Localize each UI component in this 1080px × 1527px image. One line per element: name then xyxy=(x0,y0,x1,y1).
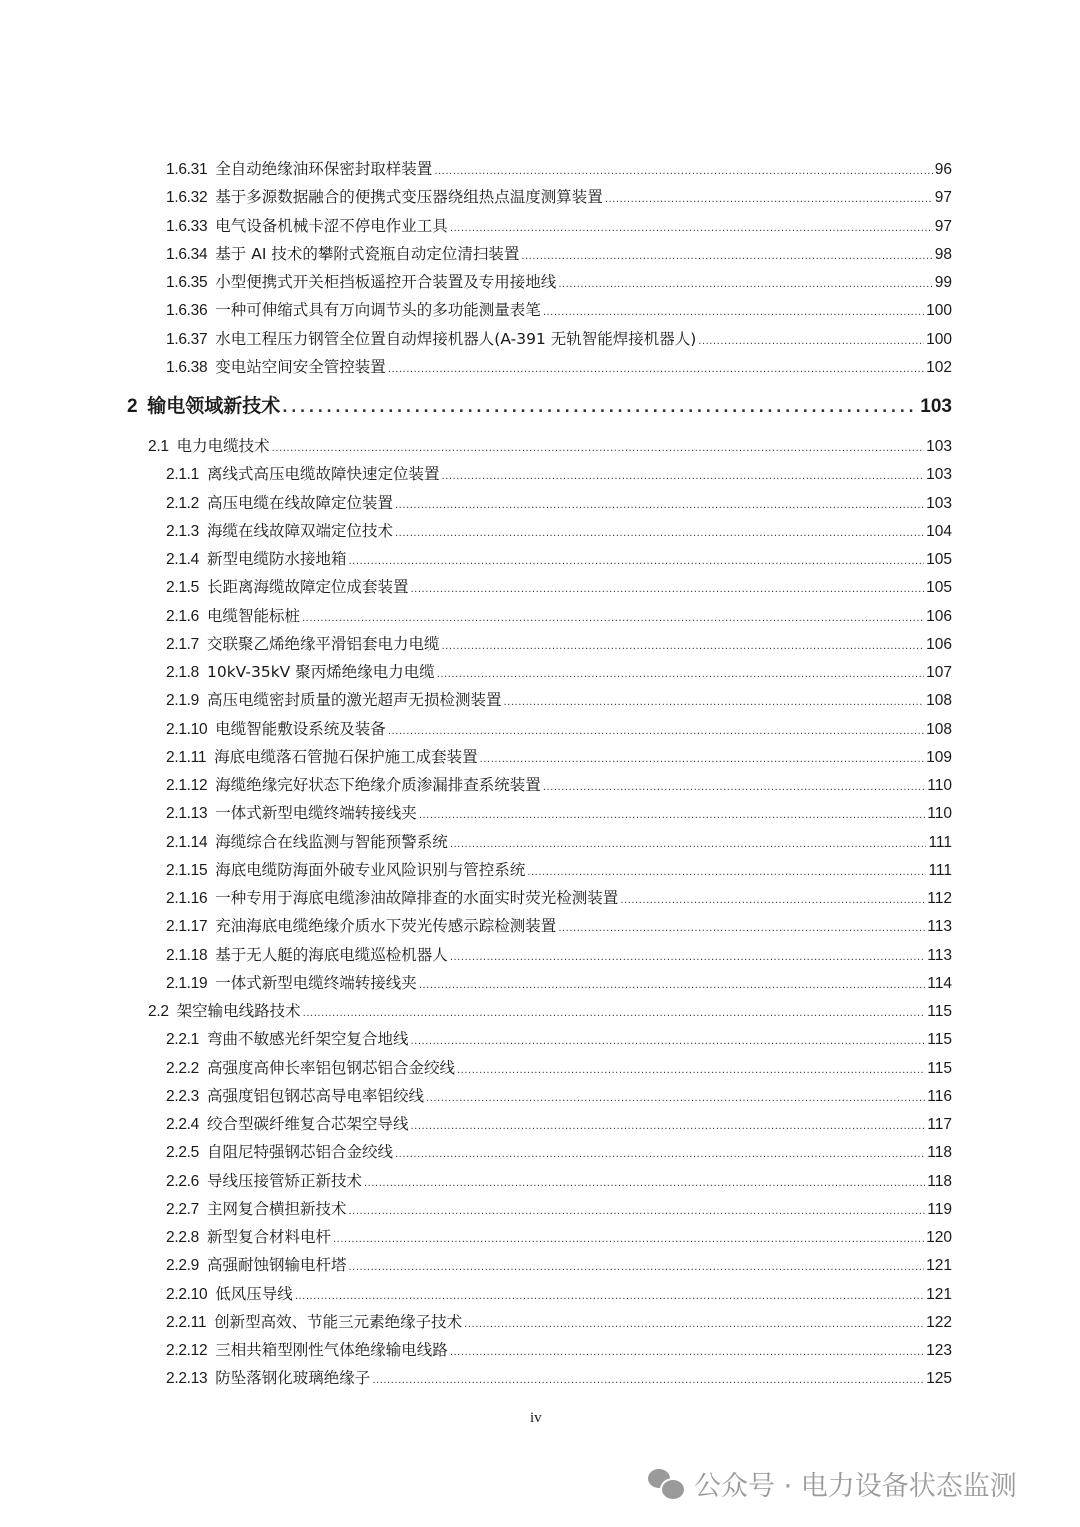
toc-entry-page: 121 xyxy=(926,1285,952,1303)
toc-leader-dots xyxy=(349,551,925,573)
toc-entry[interactable] xyxy=(166,186,952,208)
toc-entry-title: 海缆绝缘完好状态下绝缘介质渗漏排查系统装置 xyxy=(215,776,541,794)
toc-entry-title: 基于无人艇的海底电缆巡检机器人 xyxy=(215,945,448,964)
toc-entry[interactable] xyxy=(166,243,952,265)
toc-leader-dots xyxy=(333,1229,924,1251)
toc-leader-dots xyxy=(605,189,933,211)
toc-entry-number: 2.2.1 xyxy=(166,1031,199,1049)
toc-entry-page: 122 xyxy=(926,1313,952,1331)
toc-entry-title: 充油海底电缆绝缘介质水下荧光传感示踪检测装置 xyxy=(215,917,557,936)
toc-entry-page: 105 xyxy=(926,579,952,597)
toc-entry-title: 输电领域新技术 xyxy=(147,395,281,417)
toc-entry-title: 主网复合横担新技术 xyxy=(206,1199,347,1218)
toc-entry-title: 10kV-35kV 聚丙烯绝缘电力电缆 xyxy=(206,663,435,681)
toc-entry-page: 121 xyxy=(926,1257,952,1275)
toc-leader-dots xyxy=(349,1257,925,1279)
toc-leader-dots xyxy=(395,1144,925,1166)
toc-entry[interactable] xyxy=(166,831,952,853)
toc-entry[interactable] xyxy=(166,1198,952,1220)
toc-entry-page: 103 xyxy=(920,396,952,417)
toc-leader-dots xyxy=(434,161,932,183)
toc-entry-title: 全自动绝缘油环保密封取样装置 xyxy=(215,160,433,178)
toc-entry-number: 2.2.9 xyxy=(166,1257,199,1275)
toc-entry-number: 2.1.1 xyxy=(166,466,199,484)
toc-entry-title: 低风压导线 xyxy=(215,1284,293,1303)
toc-leader-dots xyxy=(295,1286,924,1308)
toc-entry-title: 基于 AI 技术的攀附式瓷瓶自动定位清扫装置 xyxy=(215,244,520,263)
toc-entry-number: 1.6.36 xyxy=(166,302,208,320)
toc-leader-dots xyxy=(543,302,924,324)
toc-entry-number: 2.2.3 xyxy=(166,1087,199,1105)
toc-leader-dots xyxy=(480,749,924,771)
toc-entry-number: 2.1.4 xyxy=(166,551,199,568)
toc-entry-number: 2.1.6 xyxy=(166,607,199,625)
toc-entry-page: 123 xyxy=(926,1342,952,1359)
toc-entry[interactable] xyxy=(166,915,952,937)
toc-entry-page: 117 xyxy=(927,1116,952,1133)
toc-entry-number: 2.2.8 xyxy=(166,1229,199,1246)
toc-entry[interactable] xyxy=(166,356,952,378)
toc-entry-title: 电力电缆技术 xyxy=(176,437,270,455)
toc-entry-title: 高压电缆密封质量的激光超声无损检测装置 xyxy=(206,691,502,710)
toc-leader-dots xyxy=(450,947,925,969)
toc-entry-title: 绞合型碳纤维复合芯架空导线 xyxy=(206,1115,409,1133)
toc-entry-page: 98 xyxy=(934,245,952,263)
toc-leader-dots xyxy=(558,918,925,940)
toc-leader-dots xyxy=(388,359,924,381)
toc-entry-number: 2.1.17 xyxy=(166,918,208,936)
toc-entry-title: 海缆在线故障双端定位技术 xyxy=(206,521,393,540)
toc-entry[interactable] xyxy=(166,972,952,994)
toc-entry-number: 2.1.18 xyxy=(166,946,208,964)
toc-entry-page: 115 xyxy=(927,1059,952,1077)
toc-entry-number: 1.6.37 xyxy=(166,330,208,348)
toc-entry-number: 1.6.33 xyxy=(166,217,208,235)
toc-entry-number: 2.2.13 xyxy=(166,1370,208,1388)
toc-entry-title: 创新型高效、节能三元素绝缘子技术 xyxy=(214,1312,463,1331)
toc-entry[interactable] xyxy=(166,1028,952,1050)
toc-entry[interactable] xyxy=(148,1000,952,1022)
toc-leader-dots xyxy=(411,1116,926,1138)
toc-leader-dots xyxy=(411,1031,926,1053)
toc-entry[interactable] xyxy=(166,299,952,321)
toc-entry-number: 2.2 xyxy=(148,1003,169,1020)
toc-entry-title: 海缆综合在线监测与智能预警系统 xyxy=(215,832,448,851)
toc-leader-dots xyxy=(395,495,924,517)
toc-leader-dots xyxy=(450,1342,924,1364)
toc-entry-number: 2.1.10 xyxy=(166,720,208,738)
toc-entry-page: 113 xyxy=(927,946,952,964)
toc-entry-page: 108 xyxy=(926,692,952,710)
toc-entry-page: 102 xyxy=(926,358,952,376)
toc-entry-title: 基于多源数据融合的便携式变压器绕组热点温度测算装置 xyxy=(215,188,603,207)
toc-entry-title: 一种专用于海底电缆渗油故障排查的水面实时荧光检测装置 xyxy=(215,889,619,907)
toc-entry-number: 2.1.8 xyxy=(166,664,199,681)
toc-entry[interactable] xyxy=(166,1254,952,1276)
toc-entry-title: 一体式新型电缆终端转接线夹 xyxy=(215,973,417,992)
toc-leader-dots xyxy=(698,331,924,353)
toc-entry[interactable] xyxy=(166,944,952,966)
toc-entry-title: 海底电缆防海面外破专业风险识别与管控系统 xyxy=(215,860,526,879)
toc-entry-page: 125 xyxy=(926,1370,952,1388)
toc-entry-page: 119 xyxy=(927,1200,952,1218)
toc-entry-page: 109 xyxy=(926,748,952,766)
wechat-icon xyxy=(648,1469,684,1499)
watermark-text: 公众号 · 电力设备状态监测 xyxy=(694,1471,1017,1502)
toc-entry-number: 2.1.3 xyxy=(166,522,199,540)
toc-leader-dots xyxy=(457,1060,925,1082)
toc-entry-number: 2.1.12 xyxy=(166,777,208,794)
toc-leader-dots xyxy=(521,246,932,268)
toc-entry-page: 113 xyxy=(927,918,952,936)
toc-entry-number: 2 xyxy=(127,396,138,417)
toc-entry-title: 弯曲不敏感光纤架空复合地线 xyxy=(206,1030,409,1049)
toc-entry-title: 海底电缆落石管抛石保护施工成套装置 xyxy=(214,747,478,766)
toc-entry-title: 新型电缆防水接地箱 xyxy=(206,550,347,568)
toc-leader-dots xyxy=(543,777,925,799)
toc-leader-dots xyxy=(349,1201,926,1223)
toc-entry[interactable] xyxy=(166,158,952,180)
toc-entry[interactable] xyxy=(166,548,952,570)
toc-entry[interactable] xyxy=(166,802,952,824)
toc-leader-dots xyxy=(419,805,925,827)
toc-leader-dots xyxy=(282,394,918,422)
toc-leader-dots xyxy=(450,834,927,856)
toc-entry-page: 103 xyxy=(926,466,952,484)
toc-entry[interactable] xyxy=(166,576,952,598)
toc-entry-number: 1.6.31 xyxy=(166,161,208,178)
toc-entry-number: 2.2.10 xyxy=(166,1285,208,1303)
toc-entry-title: 防坠落钢化玻璃绝缘子 xyxy=(215,1369,371,1388)
toc-entry-number: 2.1.16 xyxy=(166,890,208,907)
toc-entry-number: 2.1.2 xyxy=(166,494,199,512)
toc-entry-page: 106 xyxy=(926,635,952,653)
toc-entry-number: 2.2.4 xyxy=(166,1116,199,1133)
toc-leader-dots xyxy=(620,890,925,912)
toc-entry-title: 自阻尼特强钢芯铝合金绞线 xyxy=(206,1143,393,1162)
toc-leader-dots xyxy=(411,579,925,601)
toc-leader-dots xyxy=(450,218,933,240)
toc-entry-title: 长距离海缆故障定位成套装置 xyxy=(206,578,409,597)
toc-entry-page: 97 xyxy=(934,189,952,207)
toc-entry[interactable] xyxy=(166,887,952,909)
toc-leader-dots xyxy=(364,1173,925,1195)
toc-leader-dots xyxy=(395,523,924,545)
toc-entry-number: 2.1.14 xyxy=(166,833,208,851)
toc-entry-page: 106 xyxy=(926,607,952,625)
toc-entry[interactable] xyxy=(166,689,952,711)
toc-entry[interactable] xyxy=(166,633,952,655)
toc-entry-title: 高强度铝包钢芯高导电率铝绞线 xyxy=(206,1086,424,1105)
toc-entry[interactable] xyxy=(166,1170,952,1192)
toc-entry[interactable] xyxy=(166,215,952,237)
toc-leader-dots xyxy=(527,862,926,884)
toc-entry-page: 103 xyxy=(926,438,952,455)
toc-entry-title: 架空输电线路技术 xyxy=(176,1002,301,1020)
toc-entry[interactable] xyxy=(166,718,952,740)
toc-entry-number: 2.1.11 xyxy=(166,748,207,766)
toc-leader-dots xyxy=(504,692,925,714)
toc-entry[interactable] xyxy=(166,492,952,514)
toc-entry[interactable] xyxy=(166,1367,952,1389)
toc-entry-page: 97 xyxy=(934,217,952,235)
toc-entry[interactable] xyxy=(166,328,952,350)
toc-entry[interactable] xyxy=(166,271,952,293)
toc-entry-number: 2.2.7 xyxy=(166,1200,199,1218)
toc-entry-title: 水电工程压力钢管全位置自动焊接机器人(A-391 无轨智能焊接机器人) xyxy=(215,329,697,348)
toc-entry[interactable] xyxy=(166,520,952,542)
toc-entry-number: 2.2.2 xyxy=(166,1059,199,1077)
toc-entry-page: 111 xyxy=(928,833,952,851)
toc-entry-title: 小型便携式开关柜挡板遥控开合装置及专用接地线 xyxy=(215,273,557,291)
toc-leader-dots xyxy=(437,664,924,686)
toc-entry-page: 99 xyxy=(934,274,952,291)
page-number: iv xyxy=(530,1410,542,1426)
toc-entry-title: 电缆智能敷设系统及装备 xyxy=(215,719,386,738)
toc-entry-title: 交联聚乙烯绝缘平滑铝套电力电缆 xyxy=(206,634,440,653)
toc-entry-page: 114 xyxy=(927,974,952,992)
toc-entry[interactable] xyxy=(127,392,952,420)
watermark xyxy=(648,1464,1017,1503)
toc-entry-title: 电缆智能标桩 xyxy=(206,606,300,625)
toc-entry-title: 电气设备机械卡涩不停电作业工具 xyxy=(215,216,448,235)
toc-entry-title: 三相共箱型刚性气体绝缘输电线路 xyxy=(215,1341,448,1359)
toc-entry[interactable] xyxy=(166,1141,952,1163)
toc-entry[interactable] xyxy=(166,605,952,627)
toc-entry-page: 112 xyxy=(927,890,952,907)
toc-entry-title: 高压电缆在线故障定位装置 xyxy=(206,493,393,512)
toc-entry-title: 高强耐蚀钢输电杆塔 xyxy=(206,1256,347,1275)
toc-leader-dots xyxy=(442,466,925,488)
toc-entry-page: 96 xyxy=(934,161,952,178)
toc-entry-page: 111 xyxy=(928,861,952,879)
toc-leader-dots xyxy=(303,1003,926,1025)
toc-entry-page: 104 xyxy=(926,522,952,540)
toc-entry-title: 一体式新型电缆终端转接线夹 xyxy=(215,804,417,823)
toc-leader-dots xyxy=(558,274,932,296)
toc-entry-page: 107 xyxy=(926,664,952,681)
toc-entry-page: 115 xyxy=(927,1003,952,1020)
toc-entry[interactable] xyxy=(166,661,952,683)
toc-entry-number: 2.2.11 xyxy=(166,1313,207,1331)
toc-entry-page: 100 xyxy=(926,330,952,348)
toc-entry[interactable] xyxy=(148,435,952,457)
toc-entry-number: 2.2.12 xyxy=(166,1342,208,1359)
toc-entry-page: 116 xyxy=(927,1087,952,1105)
toc-entry-page: 118 xyxy=(927,1144,952,1162)
toc-entry-title: 导线压接管矫正新技术 xyxy=(206,1171,362,1190)
toc-leader-dots xyxy=(272,438,924,460)
toc-entry[interactable] xyxy=(166,774,952,796)
toc-entry-title: 离线式高压电缆故障快速定位装置 xyxy=(206,465,440,484)
toc-entry-number: 2.1.5 xyxy=(166,579,199,597)
toc-entry-page: 105 xyxy=(926,551,952,568)
toc-entry-number: 2.1.19 xyxy=(166,974,208,992)
toc-leader-dots xyxy=(388,721,924,743)
toc-entry-number: 2.2.5 xyxy=(166,1144,199,1162)
toc-entry-number: 1.6.38 xyxy=(166,358,208,376)
toc-entry-page: 120 xyxy=(926,1229,952,1246)
toc-entry[interactable] xyxy=(166,1311,952,1333)
toc-entry[interactable] xyxy=(166,1339,952,1361)
toc-entry[interactable] xyxy=(166,859,952,881)
toc-entry-number: 1.6.34 xyxy=(166,245,208,263)
toc-entry-number: 2.1.15 xyxy=(166,861,208,879)
toc-entry[interactable] xyxy=(166,1226,952,1248)
toc-entry-page: 108 xyxy=(926,720,952,738)
toc-entry[interactable] xyxy=(166,1113,952,1135)
toc-leader-dots xyxy=(419,975,925,997)
toc-entry-number: 2.1.9 xyxy=(166,692,199,710)
toc-entry-number: 1.6.32 xyxy=(166,189,208,207)
toc-entry-number: 2.1.13 xyxy=(166,805,208,823)
toc-entry[interactable] xyxy=(166,463,952,485)
toc-entry-title: 一种可伸缩式具有万向调节头的多功能测量表笔 xyxy=(215,301,541,320)
toc-entry-title: 新型复合材料电杆 xyxy=(206,1228,331,1246)
toc-leader-dots xyxy=(464,1314,924,1336)
toc-leader-dots xyxy=(442,636,925,658)
toc-leader-dots xyxy=(302,608,924,630)
toc-entry-page: 103 xyxy=(926,494,952,512)
toc-entry[interactable] xyxy=(166,1085,952,1107)
toc-entry[interactable] xyxy=(166,1057,952,1079)
toc-entry-number: 2.1.7 xyxy=(166,635,199,653)
toc-entry-number: 2.2.6 xyxy=(166,1172,199,1190)
toc-entry[interactable] xyxy=(166,746,952,768)
toc-entry-number: 2.1 xyxy=(148,438,169,455)
toc-entry-page: 118 xyxy=(927,1172,952,1190)
toc-leader-dots xyxy=(372,1370,924,1392)
toc-entry-title: 高强度高伸长率铝包钢芯铝合金绞线 xyxy=(206,1058,455,1077)
toc-entry-number: 1.6.35 xyxy=(166,274,208,291)
toc-entry-page: 115 xyxy=(927,1031,952,1049)
toc-entry-page: 100 xyxy=(926,302,952,320)
toc-entry[interactable] xyxy=(166,1283,952,1305)
toc-entry-title: 变电站空间安全管控装置 xyxy=(215,357,386,376)
toc-leader-dots xyxy=(426,1088,925,1110)
toc-entry-page: 110 xyxy=(927,777,952,794)
toc-entry-page: 110 xyxy=(927,805,952,823)
